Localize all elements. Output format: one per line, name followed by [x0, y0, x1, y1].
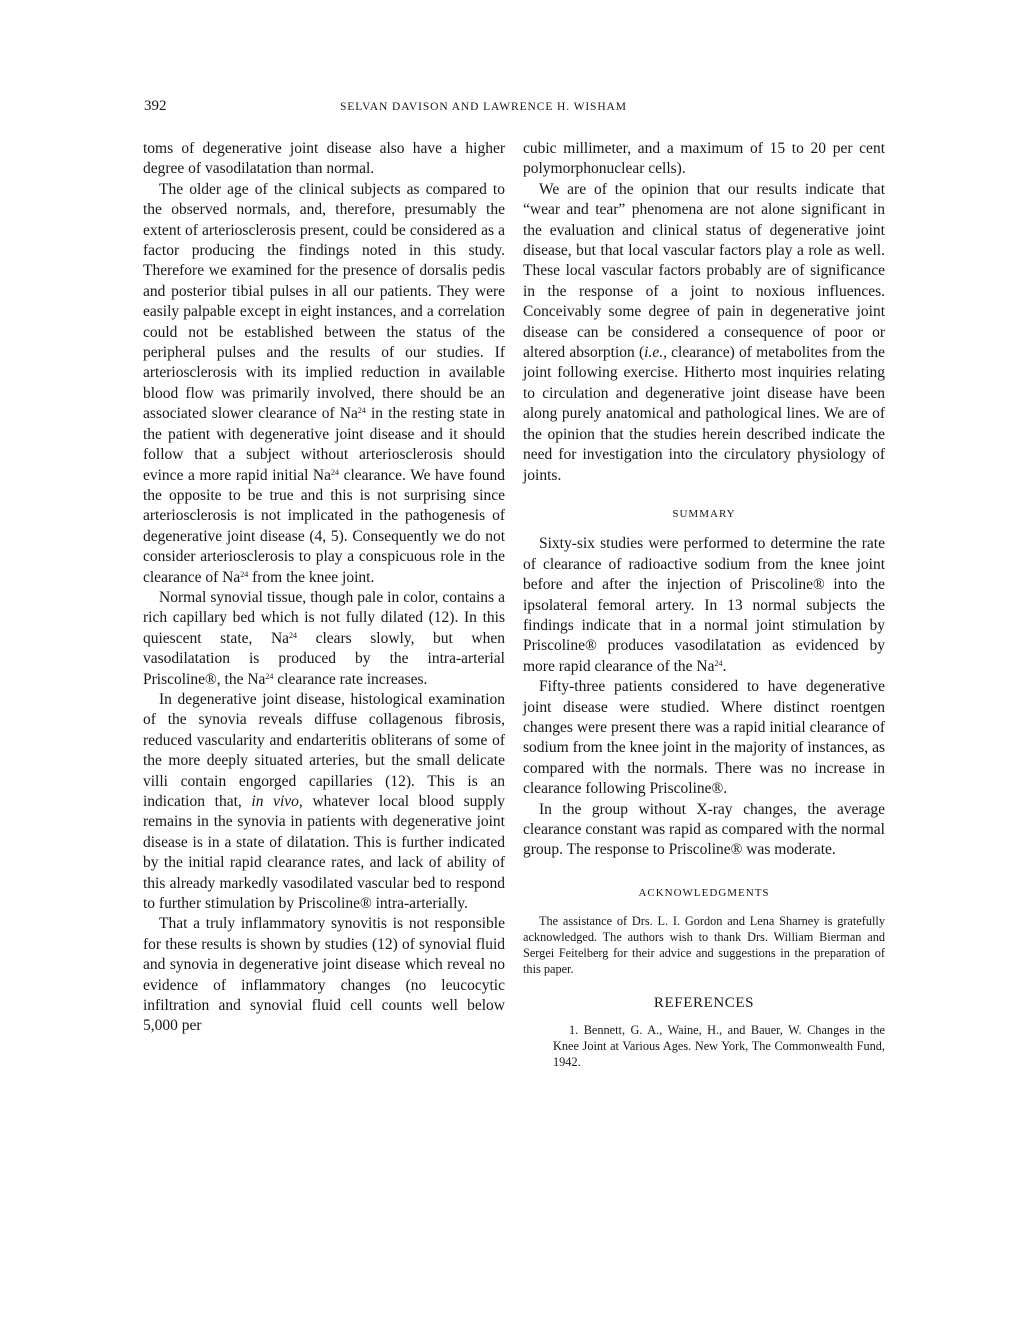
reference-item: 1. Bennett, G. A., Waine, H., and Bauer, W. Changes in the Knee Joint at Various Ages. New York, The Commonwealth Fund, 1942. — [553, 1022, 885, 1069]
summary-paragraph: Sixty-six studies were performed to determine the rate of clearance of radioactive sodium from the knee joint before and after the injection of Priscoline® into the ipsolateral femoral artery. In 13 normal subjects the findings indicate that in a normal joint stimulation by Priscoline® produces vasodilatation as evidenced by more rapid clearance of the Na$^{24}$. — [523, 535, 885, 675]
paragraph: We are of the opinion that our results indicate that “wear and tear” phenomena are not alone significant in the evaluation and clinical status of degenerative joint disease, but that local vascular factors play a role as well. These local vascular factors probably are of significance in the response of a joint to noxious influences. Conceivably some degree of pain in degenerative joint disease can be considered a consequence of poor or altered absorption (i.e., clearance) of metabolites from the joint following exercise. Hitherto most inquiries relating to circulation and degenerative joint disease have been along purely anatomical and pathological lines. We are of the opinion that the studies herein described indicate the need for investigation into the circulatory physiology of joints. — [523, 180, 885, 484]
italic-term: i.e., — [644, 344, 667, 362]
isotope-superscript: 24 — [331, 467, 340, 477]
summary-paragraph: Fifty-three patients considered to have degenerative joint disease were studied. Where distinct roentgen changes were present there was a rapid initial clearance of sodium from the knee joint in the majority of instances, as compared with the normals. There was no increase in clearance following Priscoline®. — [523, 678, 885, 798]
isotope-superscript: 24 — [357, 406, 366, 416]
isotope-superscript: 24 — [714, 658, 723, 668]
isotope-superscript: 24 — [289, 630, 298, 640]
paragraph: That a truly inflammatory synovitis is not responsible for these results is shown by studies (12) of synovial fluid and synovia in degenerative joint disease which reveal no evidence of inflammatory changes (no leucocytic infiltration and synovial fluid cell counts well below 5,000 per — [143, 915, 505, 1035]
paragraph: Normal synovial tissue, though pale in color, contains a rich capillary bed which is not fully dilated (12). In this quiescent state, Na$^{24}$ clears slowly, but when vasodilatation is produced by the intra-arterial Priscoline®, the Na$^{24}$ clearance rate increases. — [143, 588, 505, 688]
references-heading: REFERENCES — [653, 995, 755, 1012]
summary-heading: SUMMARY — [672, 507, 736, 520]
italic-term: in vivo, — [251, 793, 303, 810]
isotope-superscript: 24 — [240, 569, 249, 579]
page-number: 392 — [144, 98, 167, 114]
paragraph: toms of degenerative joint disease also have a higher degree of vasodilatation than normal. — [143, 140, 505, 178]
paragraph: In degenerative joint disease, histological examination of the synovia reveals diffuse collagenous fibrosis, reduced vascularity and endarteritis obliterans of some of the more deeply situated arteries, but the small delicate villi contain engorged capillaries (12). This is an indication that, in vivo, whatever local blood supply remains in the synovia in patients with degenerative joint disease is in a state of dilatation. This is further indicated by the initial rapid clearance rates, and lack of ability of this already markedly vasodilated vascular bed to respond to further stimulation by Priscoline® intra-arterially. — [143, 690, 505, 913]
running-head: SELVAN DAVISON AND LAWRENCE H. WISHAM — [340, 101, 627, 113]
acknowledgments-heading: ACKNOWLEDGMENTS — [638, 886, 770, 899]
acknowledgments-text: The assistance of Drs. L. I. Gordon and Lena Sharney is gratefully acknowledged. The authors wish to thank Drs. William Bierman and Sergei Feitelberg for their advice and suggestions in the preparation of this paper. — [523, 914, 885, 977]
summary-paragraph: In the group without X-ray changes, the average clearance constant was rapid as compared with the normal group. The response to Priscoline® was moderate. — [523, 800, 885, 859]
isotope-superscript: 24 — [265, 671, 274, 681]
paragraph: The older age of the clinical subjects as compared to the observed normals, and, therefore, presumably the extent of arteriosclerosis present, could be considered as a factor producing the findings noted in this study. Therefore we examined for the presence of dorsalis pedis and posterior tibial pulses in all our patients. They were easily palpable except in eight instances, and a correlation could not be established between the status of the peripheral pulses and the results of our studies. If arteriosclerosis with its implied reduction in available blood flow was primarily involved, there should be an associated slower clearance of Na$^{24}$ in the resting state in the patient with degenerative joint disease and it should follow that a subject without arteriosclerosis should evince a more rapid initial Na$^{24}$ clearance. We have found the opposite to be true and this is not surprising since arteriosclerosis is not implicated in the pathogenesis of degenerative joint disease (4, 5). Consequently we do not consider arteriosclerosis to play a conspicuous role in the clearance of Na$^{24}$ from the knee joint. — [143, 180, 506, 586]
left-column — [143, 139, 505, 1037]
right-column — [523, 139, 885, 1070]
paragraph: cubic millimeter, and a maximum of 15 to 20 per cent polymorphonuclear cells). — [523, 140, 885, 178]
